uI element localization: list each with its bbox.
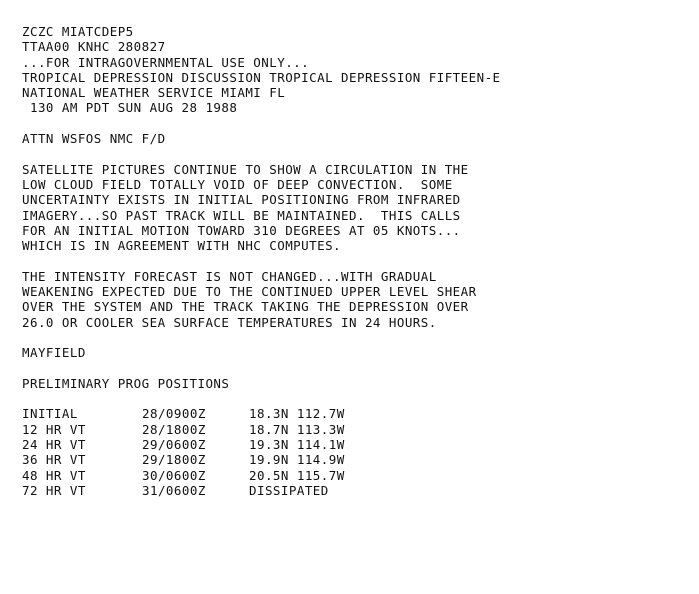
position-location: 18.3N 112.7W (249, 406, 345, 422)
attention-line: ATTN WSFOS NMC F/D (22, 131, 166, 147)
table-row (22, 422, 501, 437)
position-time: 29/1800Z (142, 452, 206, 468)
header-line: 130 AM PDT SUN AUG 28 1988 (22, 100, 238, 116)
position-location: 19.9N 114.9W (249, 452, 345, 468)
position-label: 48 HR VT (22, 467, 86, 483)
position-label: INITIAL (22, 406, 78, 422)
paragraph-line: WEAKENING EXPECTED DUE TO THE CONTINUED UPPER LEVEL SHEAR (22, 284, 477, 300)
paragraph-line: LOW CLOUD FIELD TOTALLY VOID OF DEEP CONVECTION. SOME (22, 176, 453, 192)
table-row (22, 468, 501, 483)
spacer (22, 253, 501, 268)
table-row (22, 437, 501, 452)
position-label: 12 HR VT (22, 421, 86, 437)
paragraph-line: OVER THE SYSTEM AND THE TRACK TAKING THE DEPRESSION OVER (22, 299, 469, 315)
paragraph-line: WHICH IS IN AGREEMENT WITH NHC COMPUTES. (22, 238, 342, 254)
forecaster-name: MAYFIELD (22, 345, 86, 361)
position-time: 31/0600Z (142, 482, 206, 498)
paragraph-line: SATELLITE PICTURES CONTINUE TO SHOW A CIRCULATION IN THE (22, 161, 469, 177)
spacer (22, 146, 501, 161)
header-line: TROPICAL DEPRESSION DISCUSSION TROPICAL DEPRESSION FIFTEEN-E (22, 69, 501, 85)
table-row (22, 452, 501, 467)
header-line: ...FOR INTRAGOVERNMENTAL USE ONLY... (22, 54, 310, 70)
position-location: DISSIPATED (249, 482, 329, 498)
position-label: 24 HR VT (22, 437, 86, 453)
paragraph-intensity (22, 269, 501, 330)
header-line: ZCZC MIATCDEP5 (22, 24, 134, 39)
spacer (22, 361, 501, 376)
position-time: 29/0600Z (142, 437, 206, 453)
spacer (22, 330, 501, 345)
header-line: NATIONAL WEATHER SERVICE MIAMI FL (22, 85, 286, 101)
paragraph-line: 26.0 OR COOLER SEA SURFACE TEMPERATURES IN 24 HOURS. (22, 314, 437, 330)
positions-title: PRELIMINARY PROG POSITIONS (22, 375, 230, 391)
position-label: 36 HR VT (22, 452, 86, 468)
position-time: 28/0900Z (142, 406, 206, 422)
position-location: 20.5N 115.7W (249, 467, 345, 483)
bulletin-header (22, 24, 501, 116)
position-location: 19.3N 114.1W (249, 437, 345, 453)
discussion-document (22, 24, 501, 498)
position-time: 30/0600Z (142, 467, 206, 483)
table-row (22, 406, 501, 421)
paragraph-line: UNCERTAINTY EXISTS IN INITIAL POSITIONING FROM INFRARED (22, 192, 461, 208)
paragraph-track (22, 162, 501, 254)
position-time: 28/1800Z (142, 421, 206, 437)
paragraph-line: FOR AN INITIAL MOTION TOWARD 310 DEGREES AT 05 KNOTS... (22, 222, 461, 238)
spacer (22, 391, 501, 406)
paragraph-line: THE INTENSITY FORECAST IS NOT CHANGED...WITH GRADUAL (22, 268, 437, 284)
header-line: TTAA00 KNHC 280827 (22, 39, 166, 55)
positions-table (22, 406, 501, 498)
table-row (22, 483, 501, 498)
position-label: 72 HR VT (22, 482, 86, 498)
spacer (22, 116, 501, 131)
paragraph-line: IMAGERY...SO PAST TRACK WILL BE MAINTAINED. THIS CALLS (22, 207, 461, 223)
position-location: 18.7N 113.3W (249, 421, 345, 437)
